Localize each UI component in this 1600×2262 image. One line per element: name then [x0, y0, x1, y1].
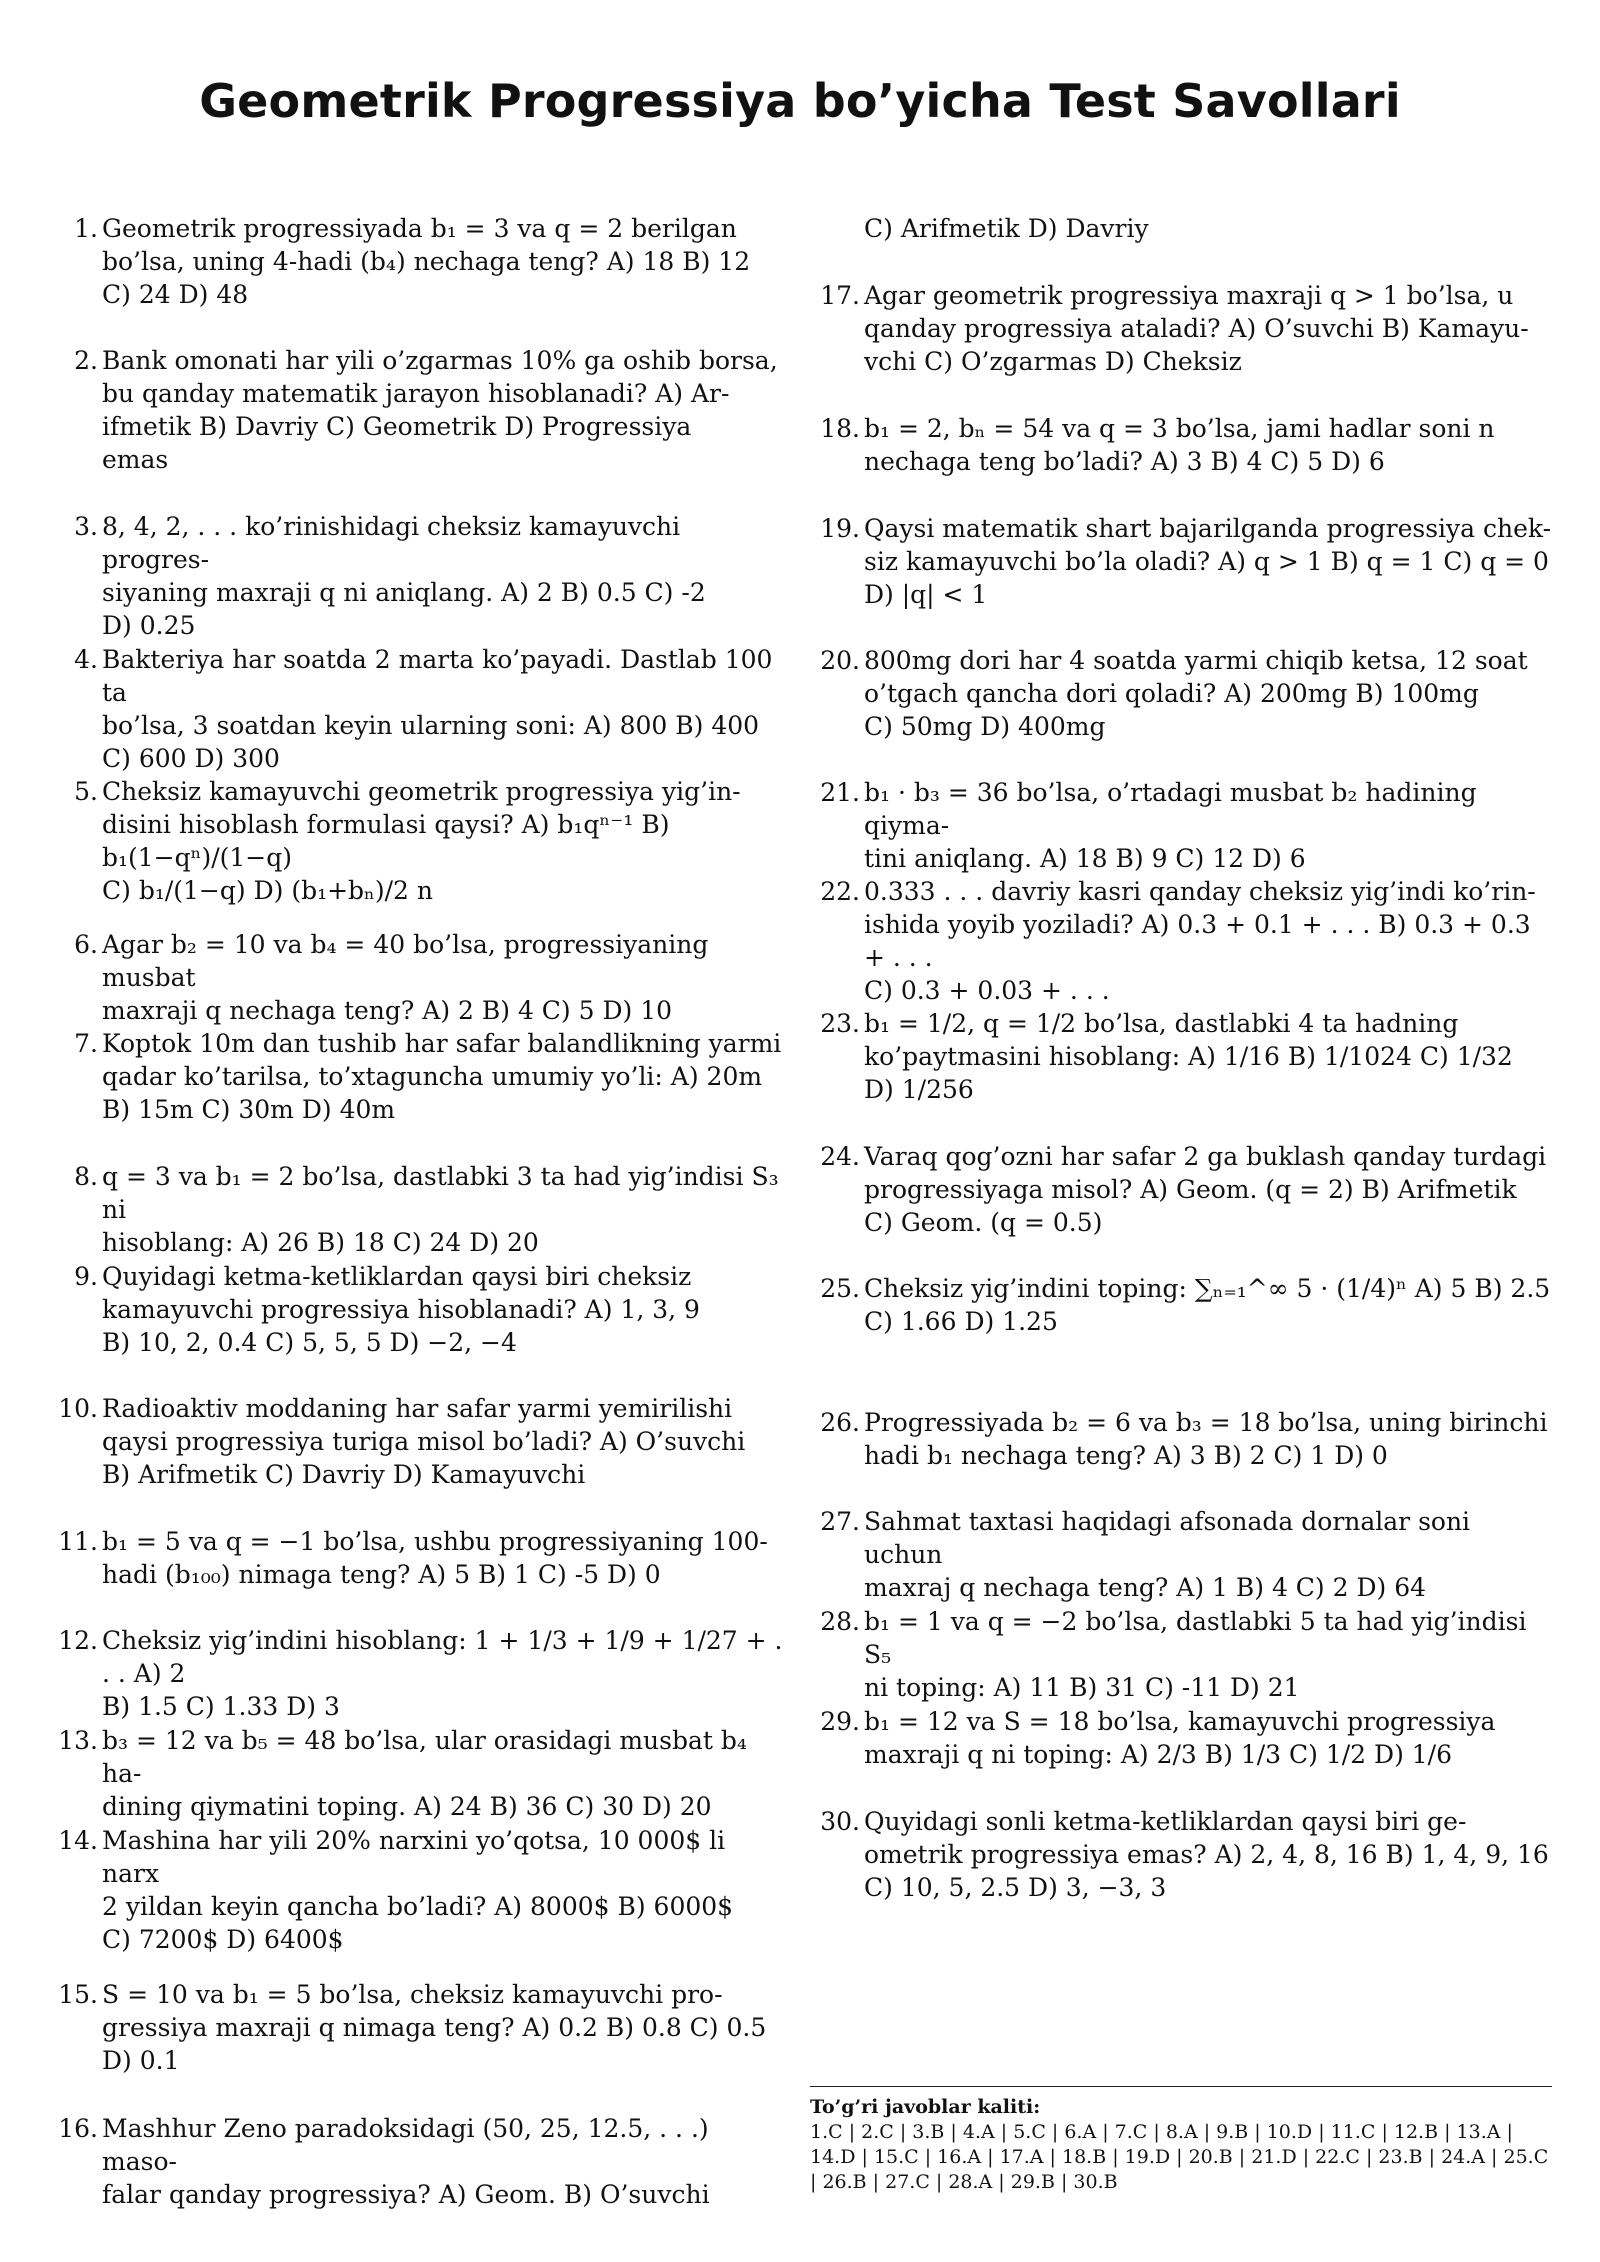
- question-number: 4.: [74, 645, 98, 674]
- question-number: 16.: [58, 2114, 98, 2143]
- answer-key: [810, 2086, 1552, 2195]
- question-text: [102, 212, 790, 311]
- question-text: [864, 1140, 1552, 1239]
- question-line: bu qanday matematik jarayon hisoblanadi? A) Ar-: [102, 379, 730, 408]
- question-line: B) 10, 2, 0.4 C) 5, 5, 5 D) −2, −4: [102, 1328, 517, 1357]
- question-text: [864, 644, 1552, 743]
- question-text: [864, 875, 1552, 1007]
- question-line: Cheksiz yig’indini hisoblang: 1 + 1/3 + 1/9 + 1/27 + . . . A) 2: [102, 1626, 783, 1688]
- question-line: Cheksiz yig’indini toping: ∑ₙ₌₁^∞ 5 · (1/4)ⁿ A) 5 B) 2.5: [864, 1274, 1551, 1303]
- question-line: maxraji q ni toping: A) 2/3 B) 1/3 C) 1/2 D) 1/6: [864, 1740, 1453, 1769]
- question-number: 1.: [74, 214, 98, 243]
- question-number: 8.: [74, 1162, 98, 1191]
- question-line: D) |q| < 1: [864, 580, 988, 609]
- question-item: [48, 1624, 790, 1723]
- question-item: [810, 1140, 1552, 1239]
- question-text: [864, 1007, 1552, 1106]
- question-text: [864, 279, 1552, 378]
- question-line: Sahmat taxtasi haqidagi afsonada dornalar soni uchun: [864, 1507, 1471, 1569]
- question-number: 27.: [820, 1507, 860, 1536]
- question-line: C) 1.66 D) 1.25: [864, 1307, 1058, 1336]
- answer-key-title: To’g’ri javoblar kaliti:: [810, 2096, 1041, 2118]
- question-line: b₃ = 12 va b₅ = 48 bo’lsa, ular orasidagi musbat b₄ ha-: [102, 1726, 747, 1788]
- question-line: C) 10, 5, 2.5 D) 3, −3, 3: [864, 1873, 1167, 1902]
- question-item: [48, 510, 790, 642]
- question-item: [48, 775, 790, 907]
- question-line: b₁ = 5 va q = −1 bo’lsa, ushbu progressiyaning 100-: [102, 1527, 768, 1556]
- question-line: B) 1.5 C) 1.33 D) 3: [102, 1692, 340, 1721]
- question-line: maxraji q nechaga teng? A) 2 B) 4 C) 5 D) 10: [102, 996, 673, 1025]
- question-line: C) Geom. (q = 0.5): [864, 1208, 1103, 1237]
- question-line: C) 0.3 + 0.03 + . . .: [864, 976, 1110, 1005]
- question-line: 2 yildan keyin qancha bo’ladi? A) 8000$ B) 6000$: [102, 1892, 734, 1921]
- question-item: [48, 2112, 790, 2211]
- question-line: hadi (b₁₀₀) nimaga teng? A) 5 B) 1 C) -5 D) 0: [102, 1560, 661, 1589]
- question-number: 25.: [820, 1274, 860, 1303]
- question-item: [810, 644, 1552, 743]
- question-line: B) 15m C) 30m D) 40m: [102, 1095, 396, 1124]
- question-line: q = 3 va b₁ = 2 bo’lsa, dastlabki 3 ta had yig’indisi S₃ ni: [102, 1162, 779, 1224]
- question-item: [48, 1160, 790, 1259]
- question-text: [864, 512, 1552, 611]
- question-line: Geometrik progressiyada b₁ = 3 va q = 2 berilgan: [102, 214, 737, 243]
- question-line: hisoblang: A) 26 B) 18 C) 24 D) 20: [102, 1228, 539, 1257]
- question-number: 22.: [820, 877, 860, 906]
- question-line: C) 24 D) 48: [102, 280, 249, 309]
- question-line: 8, 4, 2, . . . ko’rinishidagi cheksiz kamayuvchi progres-: [102, 512, 681, 574]
- question-line: vchi C) O’zgarmas D) Cheksiz: [864, 347, 1242, 376]
- question-line: Quyidagi ketma-ketliklardan qaysi biri cheksiz: [102, 1262, 692, 1291]
- question-number: 29.: [820, 1707, 860, 1736]
- question-line: b₁ = 1/2, q = 1/2 bo’lsa, dastlabki 4 ta hadning: [864, 1009, 1459, 1038]
- question-line: dining qiymatini toping. A) 24 B) 36 C) 30 D) 20: [102, 1792, 712, 1821]
- question-line: C) 50mg D) 400mg: [864, 712, 1106, 741]
- question-text: [102, 1525, 790, 1591]
- question-item: [48, 212, 790, 311]
- question-text: [102, 1624, 790, 1723]
- question-line: Agar b₂ = 10 va b₄ = 40 bo’lsa, progressiyaning musbat: [102, 930, 709, 992]
- question-line: 800mg dori har 4 soatda yarmi chiqib ketsa, 12 soat: [864, 646, 1528, 675]
- question-item: [810, 1007, 1552, 1106]
- question-number: 11.: [58, 1527, 98, 1556]
- question-item: [810, 412, 1552, 478]
- question-line: maxraj q nechaga teng? A) 1 B) 4 C) 2 D) 64: [864, 1573, 1427, 1602]
- question-number: 28.: [820, 1607, 860, 1636]
- question-number: 6.: [74, 930, 98, 959]
- question-item: [810, 1505, 1552, 1604]
- question-number: 30.: [820, 1807, 860, 1836]
- question-item: [48, 643, 790, 775]
- question-text: [102, 775, 790, 907]
- question-item: [48, 1392, 790, 1491]
- question-line: C) 600 D) 300: [102, 744, 280, 773]
- question-line: ometrik progressiya emas? A) 2, 4, 8, 16 B) 1, 4, 9, 16: [864, 1840, 1549, 1869]
- question-line: B) Arifmetik C) Davriy D) Kamayuvchi: [102, 1460, 586, 1489]
- question-line: C) b₁/(1−q) D) (b₁+bₙ)/2 n: [102, 876, 434, 905]
- question-number: 12.: [58, 1626, 98, 1655]
- question-line: ni toping: A) 11 B) 31 C) -11 D) 21: [864, 1673, 1300, 1702]
- question-text: [864, 1406, 1552, 1472]
- question-item: [48, 928, 790, 1027]
- question-number: 18.: [820, 414, 860, 443]
- question-line: ko’paytmasini hisoblang: A) 1/16 B) 1/1024 C) 1/32: [864, 1042, 1513, 1071]
- question-line: kamayuvchi progressiya hisoblanadi? A) 1, 3, 9: [102, 1295, 700, 1324]
- question-text: [864, 1505, 1552, 1604]
- question-item: [810, 875, 1552, 1007]
- question-text: [102, 928, 790, 1027]
- question-line: Bakteriya har soatda 2 marta ko’payadi. Dastlab 100 ta: [102, 645, 773, 707]
- question-line: 0.333 . . . davriy kasri qanday cheksiz yig’indi ko’rin-: [864, 877, 1536, 906]
- question-line: Qaysi matematik shart bajarilganda progressiya chek-: [864, 514, 1552, 543]
- question-text: [102, 510, 790, 642]
- question-number: 26.: [820, 1408, 860, 1437]
- question-line: Mashina har yili 20% narxini yo’qotsa, 10 000$ li narx: [102, 1826, 726, 1888]
- question-line: Radioaktiv moddaning har safar yarmi yemirilishi: [102, 1394, 733, 1423]
- question-line: C) Arifmetik D) Davriy: [864, 214, 1149, 243]
- question-number: 7.: [74, 1029, 98, 1058]
- question-number: 2.: [74, 346, 98, 375]
- question-item: [48, 1978, 790, 2077]
- question-line: tini aniqlang. A) 18 B) 9 C) 12 D) 6: [864, 844, 1306, 873]
- question-text: [102, 643, 790, 775]
- question-line: Mashhur Zeno paradoksidagi (50, 25, 12.5, . . .) maso-: [102, 2114, 709, 2176]
- question-text: [102, 1978, 790, 2077]
- question-line: b₁ = 2, bₙ = 54 va q = 3 bo’lsa, jami hadlar soni n: [864, 414, 1495, 443]
- question-text: [102, 1724, 790, 1823]
- question-number: 5.: [74, 777, 98, 806]
- question-line: D) 0.25: [102, 611, 196, 640]
- question-text: [864, 776, 1552, 875]
- question-text: [864, 212, 1552, 245]
- question-item: [810, 1605, 1552, 1704]
- question-number: 10.: [58, 1394, 98, 1423]
- question-number: 19.: [820, 514, 860, 543]
- page-title: Geometrik Progressiya bo’yicha Test Savollari: [199, 74, 1401, 128]
- question-line: Agar geometrik progressiya maxraji q > 1 bo’lsa, u: [864, 281, 1514, 310]
- question-item: [810, 1705, 1552, 1771]
- question-item: [810, 776, 1552, 875]
- question-line: Quyidagi sonli ketma-ketliklardan qaysi biri ge-: [864, 1807, 1467, 1836]
- question-number: 14.: [58, 1826, 98, 1855]
- question-number: 17.: [820, 281, 860, 310]
- question-line: siz kamayuvchi bo’la oladi? A) q > 1 B) q = 1 C) q = 0: [864, 547, 1549, 576]
- question-line: ishida yoyib yoziladi? A) 0.3 + 0.1 + . . . B) 0.3 + 0.3 + . . .: [864, 910, 1531, 972]
- question-item: [48, 1824, 790, 1956]
- question-line: progressiyaga misol? A) Geom. (q = 2) B) Arifmetik: [864, 1175, 1517, 1204]
- question-text: [864, 1705, 1552, 1771]
- question-number: 13.: [58, 1726, 98, 1755]
- question-number: 9.: [74, 1262, 98, 1291]
- question-line: siyaning maxraji q ni aniqlang. A) 2 B) 0.5 C) -2: [102, 578, 706, 607]
- question-line: D) 0.1: [102, 2046, 180, 2075]
- question-line: disini hisoblash formulasi qaysi? A) b₁qⁿ⁻¹ B) b₁(1−qⁿ)/(1−q): [102, 810, 670, 872]
- question-number: 24.: [820, 1142, 860, 1171]
- question-item: [48, 1260, 790, 1359]
- question-line: falar qanday progressiya? A) Geom. B) O’suvchi: [102, 2180, 710, 2209]
- question-number: 20.: [820, 646, 860, 675]
- question-text: [102, 2112, 790, 2211]
- question-line: Progressiyada b₂ = 6 va b₃ = 18 bo’lsa, uning birinchi: [864, 1408, 1548, 1437]
- question-line: hadi b₁ nechaga teng? A) 3 B) 2 C) 1 D) 0: [864, 1441, 1388, 1470]
- question-text: [864, 1272, 1552, 1338]
- question-number: 3.: [74, 512, 98, 541]
- question-number: 23.: [820, 1009, 860, 1038]
- question-line: Cheksiz kamayuvchi geometrik progressiya yig’in-: [102, 777, 741, 806]
- question-line: S = 10 va b₁ = 5 bo’lsa, cheksiz kamayuvchi pro-: [102, 1980, 723, 2009]
- question-line: Bank omonati har yili o’zgarmas 10% ga oshib borsa,: [102, 346, 778, 375]
- question-line: b₁ · b₃ = 36 bo’lsa, o’rtadagi musbat b₂ hadining qiyma-: [864, 778, 1477, 840]
- question-text: [864, 1605, 1552, 1704]
- question-line: Varaq qog’ozni har safar 2 ga buklash qanday turdagi: [864, 1142, 1547, 1171]
- question-line: gressiya maxraji q nimaga teng? A) 0.2 B) 0.8 C) 0.5: [102, 2013, 767, 2042]
- question-item: [810, 1406, 1552, 1472]
- question-item: [48, 344, 790, 476]
- question-line: emas: [102, 445, 169, 474]
- question-text: [864, 1805, 1552, 1904]
- question-item: [48, 1724, 790, 1823]
- question-number: 21.: [820, 778, 860, 807]
- question-line: o’tgach qancha dori qoladi? A) 200mg B) 100mg: [864, 679, 1479, 708]
- question-text: [102, 1824, 790, 1956]
- question-number: 15.: [58, 1980, 98, 2009]
- question-text: [102, 1027, 790, 1126]
- question-line: bo’lsa, 3 soatdan keyin ularning soni: A) 800 B) 400: [102, 711, 760, 740]
- answer-key-text: 1.C | 2.C | 3.B | 4.A | 5.C | 6.A | 7.C | 8.A | 9.B | 10.D | 11.C | 12.B | 13.A | 14.D | 15.C | 16.A | 17.A | 18.B | 19.D | 20.B | 21.D | 22.C | 23.B | 24.A | 25.C | 26.B | 27.C | 28.A | 29.B | 30.B: [810, 2121, 1549, 2193]
- question-item: [810, 512, 1552, 611]
- question-text: [864, 412, 1552, 478]
- question-line: D) 1/256: [864, 1075, 974, 1104]
- question-item: [48, 1027, 790, 1126]
- question-item: [48, 1525, 790, 1591]
- question-line: Koptok 10m dan tushib har safar balandlikning yarmi: [102, 1029, 782, 1058]
- question-item: [810, 1805, 1552, 1904]
- question-text: [102, 1392, 790, 1491]
- question-item: [810, 279, 1552, 378]
- question-line: ifmetik B) Davriy C) Geometrik D) Progressiya: [102, 412, 692, 441]
- question-line: b₁ = 1 va q = −2 bo’lsa, dastlabki 5 ta had yig’indisi S₅: [864, 1607, 1527, 1669]
- question-line: nechaga teng bo’ladi? A) 3 B) 4 C) 5 D) 6: [864, 447, 1385, 476]
- question-line: b₁ = 12 va S = 18 bo’lsa, kamayuvchi progressiya: [864, 1707, 1496, 1736]
- question-item: [810, 1272, 1552, 1338]
- question-line: qaysi progressiya turiga misol bo’ladi? A) O’suvchi: [102, 1427, 746, 1456]
- question-text: [102, 1260, 790, 1359]
- question-text: [102, 1160, 790, 1259]
- question-line: qanday progressiya ataladi? A) O’suvchi B) Kamayu-: [864, 314, 1529, 343]
- question-line: bo’lsa, uning 4-hadi (b₄) nechaga teng? A) 18 B) 12: [102, 247, 751, 276]
- question-text: [102, 344, 790, 476]
- question-item: [810, 212, 1552, 245]
- question-line: C) 7200$ D) 6400$: [102, 1925, 344, 1954]
- question-line: qadar ko’tarilsa, to’xtaguncha umumiy yo’li: A) 20m: [102, 1062, 763, 1091]
